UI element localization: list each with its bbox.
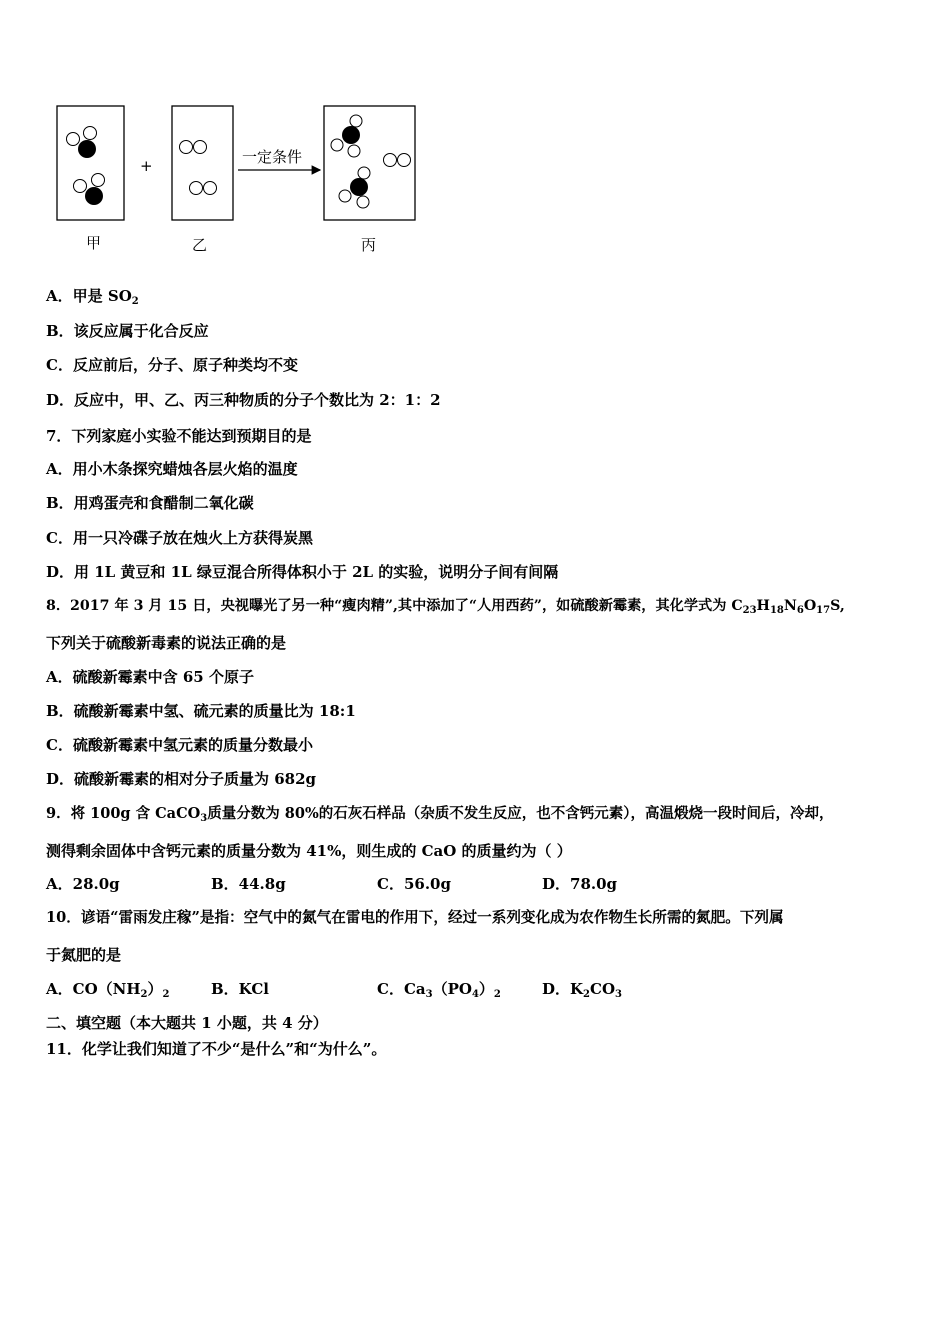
q8-option-b: B．硫酸新霉素中氢、硫元素的质量比为 18:1 xyxy=(46,702,356,720)
q8-option-d: D．硫酸新霉素的相对分子质量为 682g xyxy=(46,770,317,788)
bing-molecule-2 xyxy=(339,167,370,208)
q10-option-c: C．$Ca_3(PO_4)_2$ xyxy=(377,980,501,1000)
label-bing: 丙 xyxy=(361,236,377,254)
q9-option-a: A．28.0g xyxy=(46,875,120,893)
q7-option-c: C．用一只冷碟子放在烛火上方获得炭黑 xyxy=(46,529,313,547)
q9-option-c: C．56.0g xyxy=(377,875,451,893)
q10-option-a: A．$CO(NH_2)_2$ xyxy=(46,980,170,1000)
label-jia: 甲 xyxy=(86,234,102,252)
q6-option-a: A．甲是 $SO_2$ xyxy=(46,287,139,307)
q9-stem: 9．将 100g 含 CaCO$_3$质量分数为 80%的石灰石样品（杂质不发生反应，也不含钙元素），高温煅烧一段时间后，冷却， xyxy=(46,805,834,824)
bing-molecule-1 xyxy=(331,115,362,157)
q9-stem-line2: 测得剩余固体中含钙元素的质量分数为 41%，则生成的 CaO 的质量约为（ ） xyxy=(46,842,572,860)
q8-stem: 8．2017 年 3 月 15 日，央视曝光了另一种“瘦肉精”,其中添加了“人用西药”，如硫酸新霉素，其化学式为 $C_{23}H_{18}N_6O_{17}S$, xyxy=(46,598,845,616)
q7-option-a: A．用小木条探究蜡烛各层火焰的温度 xyxy=(46,460,298,478)
q7-option-d: D．用 1L 黄豆和 1L 绿豆混合所得体积小于 2L 的实验，说明分子间有间隔 xyxy=(46,563,559,581)
q10-option-d: D．$K_2CO_3$ xyxy=(542,980,622,1000)
q6-option-b: B．该反应属于化合反应 xyxy=(46,322,209,340)
q9-option-b: B．44.8g xyxy=(211,875,286,893)
label-yi: 乙 xyxy=(192,236,208,254)
q10-stem-line2: 于氮肥的是 xyxy=(46,946,122,964)
bing-molecule-3 xyxy=(384,154,411,167)
q9-option-d: D．78.0g xyxy=(542,875,618,893)
jia-molecule-2 xyxy=(74,174,105,206)
q7-stem: 7．下列家庭小实验不能达到预期目的是 xyxy=(46,427,312,445)
q8-stem-line2: 下列关于硫酸新毒素的说法正确的是 xyxy=(46,634,287,652)
section2-title: 二、填空题（本大题共 1 小题，共 4 分） xyxy=(46,1014,328,1032)
q8-option-c: C．硫酸新霉素中氢元素的质量分数最小 xyxy=(46,736,313,754)
q6-option-c: C．反应前后，分子、原子种类均不变 xyxy=(46,356,298,374)
q7-option-b: B．用鸡蛋壳和食醋制二氧化碳 xyxy=(46,494,254,512)
q10-stem: 10．谚语“雷雨发庄稼”是指：空气中的氮气在雷电的作用下，经过一系列变化成为农作物生长所需的氮肥。下列属 xyxy=(46,909,784,926)
box-yi xyxy=(172,106,233,220)
diagram-figure xyxy=(0,0,950,270)
yi-molecule-2 xyxy=(190,182,217,195)
plus-sign: + xyxy=(140,157,153,175)
yi-molecule-1 xyxy=(180,141,207,154)
q8-option-a: A．硫酸新霉素中含 65 个原子 xyxy=(46,668,254,686)
q10-option-b: B．KCl xyxy=(211,980,269,998)
condition-label: 一定条件 xyxy=(242,148,303,166)
jia-molecule-1 xyxy=(67,127,97,159)
q6-option-d: D．反应中，甲、乙、丙三种物质的分子个数比为 2：1：2 xyxy=(46,391,441,409)
q11-stem: 11．化学让我们知道了不少“是什么”和“为什么”。 xyxy=(46,1040,387,1058)
